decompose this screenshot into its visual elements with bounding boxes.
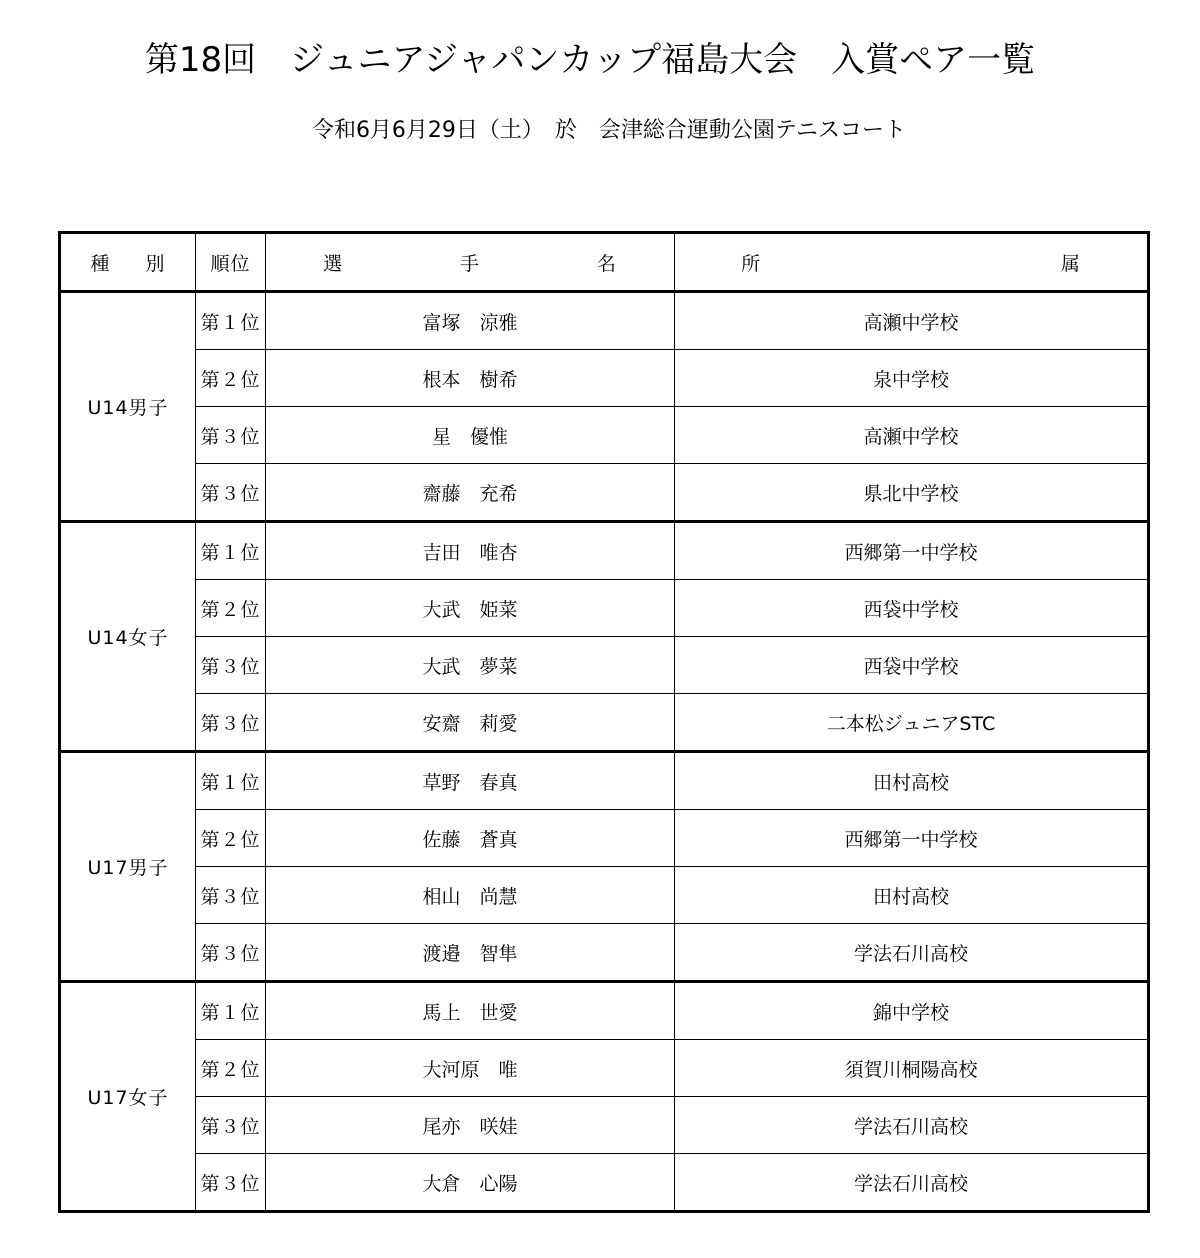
rank-cell: 第１位 (196, 982, 266, 1040)
affiliation-cell: 二本松ジュニアSTC (675, 694, 1149, 752)
category-cell: U14男子 (60, 292, 196, 522)
affiliation-cell: 錦中学校 (675, 982, 1149, 1040)
page-title: 第18回 ジュニアジャパンカップ福島大会 入賞ペア一覧 (144, 40, 1036, 80)
player-name-cell: 大河原 唯 (266, 1040, 675, 1097)
rank-cell: 第３位 (196, 1097, 266, 1154)
rank-cell: 第３位 (196, 464, 266, 522)
table-row (60, 407, 1149, 464)
table-row (60, 752, 1149, 810)
affiliation-cell: 田村高校 (675, 867, 1149, 924)
category-cell: U17男子 (60, 752, 196, 982)
player-name-cell: 齋藤 充希 (266, 464, 675, 522)
header-row (60, 233, 1149, 292)
table-row (60, 924, 1149, 982)
affiliation-cell: 高瀬中学校 (675, 292, 1149, 350)
player-name-cell: 富塚 涼雅 (266, 292, 675, 350)
rank-cell: 第１位 (196, 752, 266, 810)
player-name-cell: 大倉 心陽 (266, 1154, 675, 1212)
table-row (60, 982, 1149, 1040)
affiliation-cell: 田村高校 (675, 752, 1149, 810)
affiliation-cell: 学法石川高校 (675, 1154, 1149, 1212)
header-category: 種 別 (60, 233, 196, 292)
player-name-cell: 尾亦 咲娃 (266, 1097, 675, 1154)
player-name-cell: 馬上 世愛 (266, 982, 675, 1040)
player-name-cell: 大武 夢菜 (266, 637, 675, 694)
affiliation-cell: 西郷第一中学校 (675, 522, 1149, 580)
table-row (60, 580, 1149, 637)
player-name-cell: 星 優惟 (266, 407, 675, 464)
rank-cell: 第３位 (196, 924, 266, 982)
rank-cell: 第３位 (196, 407, 266, 464)
category-cell: U17女子 (60, 982, 196, 1212)
player-name-cell: 草野 春真 (266, 752, 675, 810)
affiliation-cell: 学法石川高校 (675, 924, 1149, 982)
header-player-name: 選 手 名 (266, 233, 675, 292)
table-row (60, 1040, 1149, 1097)
rank-cell: 第１位 (196, 292, 266, 350)
category-cell: U14女子 (60, 522, 196, 752)
header-rank: 順位 (196, 233, 266, 292)
results-table (58, 231, 1150, 1213)
table-row (60, 694, 1149, 752)
affiliation-cell: 県北中学校 (675, 464, 1149, 522)
affiliation-cell: 高瀬中学校 (675, 407, 1149, 464)
rank-cell: 第２位 (196, 350, 266, 407)
affiliation-cell: 須賀川桐陽高校 (675, 1040, 1149, 1097)
rank-cell: 第２位 (196, 810, 266, 867)
player-name-cell: 根本 樹希 (266, 350, 675, 407)
player-name-cell: 安齋 莉愛 (266, 694, 675, 752)
player-name-cell: 相山 尚慧 (266, 867, 675, 924)
table-row (60, 810, 1149, 867)
table-row (60, 464, 1149, 522)
rank-cell: 第３位 (196, 1154, 266, 1212)
affiliation-cell: 西袋中学校 (675, 580, 1149, 637)
rank-cell: 第１位 (196, 522, 266, 580)
affiliation-cell: 西袋中学校 (675, 637, 1149, 694)
table-row (60, 867, 1149, 924)
rank-cell: 第２位 (196, 1040, 266, 1097)
table-row (60, 292, 1149, 350)
table-row (60, 637, 1149, 694)
rank-cell: 第３位 (196, 637, 266, 694)
player-name-cell: 佐藤 蒼真 (266, 810, 675, 867)
table-row (60, 1097, 1149, 1154)
affiliation-cell: 学法石川高校 (675, 1097, 1149, 1154)
rank-cell: 第３位 (196, 694, 266, 752)
table-row (60, 350, 1149, 407)
table-row (60, 1154, 1149, 1212)
rank-cell: 第３位 (196, 867, 266, 924)
player-name-cell: 渡邉 智隼 (266, 924, 675, 982)
table-row (60, 522, 1149, 580)
event-date-venue: 令和6月6月29日（土） 於 会津総合運動公園テニスコート (311, 118, 907, 143)
rank-cell: 第２位 (196, 580, 266, 637)
affiliation-cell: 泉中学校 (675, 350, 1149, 407)
header-affiliation: 所 属 (675, 233, 1149, 292)
player-name-cell: 吉田 唯杏 (266, 522, 675, 580)
affiliation-cell: 西郷第一中学校 (675, 810, 1149, 867)
player-name-cell: 大武 姫菜 (266, 580, 675, 637)
